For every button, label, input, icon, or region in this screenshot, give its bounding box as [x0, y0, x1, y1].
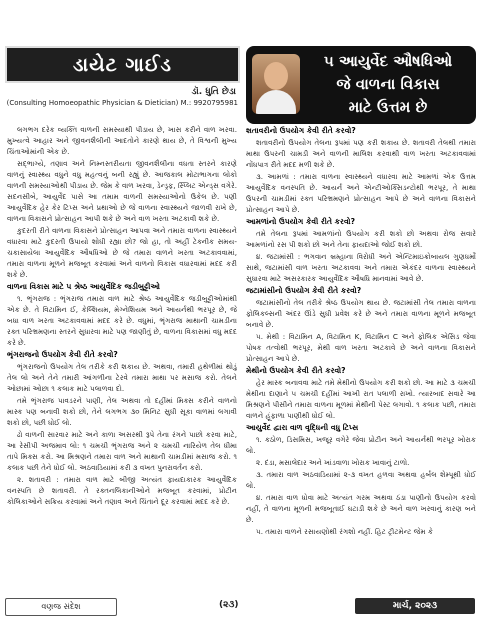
paragraph: ૧. કઠોળ, ડિસમિસ, ખજૂર વગેરે જેવા પ્રોટીન અને આયર્નથી ભરપૂર ખોરાક લો. — [246, 435, 476, 455]
title-line-2: જે વાળના વિકાસ — [336, 75, 440, 93]
paragraph: જટામાંસીનો તેલ તરીકે શ્રેષ્ઠ ઉપયોગ થાય છે. જટામાંસી તેલ તમારા વાળના ફોલિકલ્સની અંદર ઊંડે સુધી પ્રવેશ કરે છે અને તમારા વાળના મૂળને મજબૂત બનાવે છે. — [246, 298, 476, 329]
paragraph: તમે તેલના રૂપમાં આમળાંનો ઉપયોગ કરી શકો છો અથવા રોજ સવારે આમળાંનો રસ પી શકો છો અને તેના ફાયદાઓ જોઈ શકો છો. — [246, 229, 476, 249]
section-heading: મેથીનો ઉપયોગ કેવી રીતે કરવો? — [246, 366, 346, 375]
publication-name: વણજ સંદેશ — [5, 598, 117, 616]
title-line-3: માટે ઉત્તમ છે — [348, 98, 428, 116]
paragraph: તમે ભૃંગરાજ પાવડરને પાણી, તેલ અથવા તો દહીંમાં મિક્સ કરીને વાળનો માસ્ક પણ બનાવી શકો છો, તેને લગભગ ૩૦ મિનિટ સુધી સૂકા વાળમાં લગાવી શકો છો, પછી ધોઈ લો. — [7, 396, 237, 427]
paragraph: ૫. તમારા વાળને રસાયણોથી રંગશો નહીં. હિટ ટ્રીટમેન્ટ જેમ કે — [256, 527, 433, 536]
column-header — [5, 46, 240, 109]
paragraph: શતાવરીનો ઉપયોગ તેલના રૂપમાં પણ કરી શકાય છે. શતાવરી તેલથી તમારા માથા ઉપરની ચામડી અને વાળની માલિશ કરવાથી વાળ ખરતા અટકાવવામાં નોંધપાત્ર રીતે મદદ મળી શકે છે. — [246, 138, 476, 169]
author-name: ડૉ. ધુતિ છેડા — [191, 87, 236, 97]
article-title-box — [246, 46, 476, 124]
paragraph: ૪. જટામાંસી : ભગવાન બ્રમ્હાના વિરોધી અને એન્ટિમાઇક્રોબાયલ ગુણધર્મો સાથે, જટામાંસી વાળ ખરતા અટકાવવા અને તમારા એકંદર વાળના સ્વાસ્થ્યને સુધારવા માટે અસરકારક આયુર્વેદિક ઔષધિ માનવામાં આવે છે. — [246, 252, 476, 283]
paragraph: ૨. શતાવરી : તમારા વાળ માટે બીજી અત્યંત ફાયદાકારક આયુર્વેદિક વનસ્પતિ છે શતાવરી. તે રક્તનલિકાનીઓને મજબૂત કરવામાં, પ્રોટીન કોલિકાઓને સક્રિય કરવામાં અને તણાવ અને ચિંતાને દૂર કરવામાં મદદ કરે છે. — [7, 475, 237, 506]
paragraph: ઢો વાળની સારવાર માટે અને કાળા અસરથી રૂપે તેના રંગને પાછો કરવા માટે, આ રેસીપી અજમાવ લો: ૧ ચમચી ભૃંગરાજ અને ૨ ચમચી નારિયેળ તેલ ધીમા તાપે મિક્સ કરો. આ મિશ્રણને તમારા વાળ અને માથાની ચામડીમાં મસાજ કરો. ૧ કલાક પછી તેને ધોઈ લો. અઠવાડિયામાં કરી ૩ વખત પુનરાવર્તન કરો. — [7, 430, 237, 472]
paragraph: સદ્‌ભાગ્યે, તણાવ અને નિમ્નસ્તરીયતા જીવનશૈલીના વધતા સ્તરને કારણે વાળનું સ્વાસ્થ્ય વધુને વધુ મહત્વનું બની રહ્યું છે. આજકાલ મોટાભાગના લોકો વાળની સમસ્યાઓથી પીડાય છે. જેમ કે વાળ ખરવા, ડેન્ડ્રફ, સ્પ્લિટ એન્ડ્સ વગેરે. સદનસીબે, આયુર્વેદ પાસે આ તમામ વાળની સમસ્યાઓનો ઉકેલ છે. પણી આયુર્વેદિક હેર કેર ટિપ્સ અને પ્રથાઓ છે જે વાળના સ્વાસ્થ્યને જાળવી રાખે છે, વાળના વિકાસને પ્રોત્સાહન આપી શકે છે અને વાળ ખરતા અટકાવી શકે છે. — [7, 159, 237, 223]
paragraph: ૪. તમારા વાળ ધોવા માટે અત્યંત ગરમ અથવા ઠંડા પાણીનો ઉપયોગ કરવો નહીં, તે વાળના મૂળની મજબૂતાઈ ઘટાડી શકે છે અને વાળ ખરવાનું કારણ બને છે. — [246, 493, 476, 524]
left-column — [7, 124, 237, 508]
author-photo — [252, 54, 300, 114]
author-credentials: (Consulting Homoeopathic Physician & Dietician) M.: 9920795981 — [6, 99, 238, 107]
page-number: (૨૩) — [219, 600, 239, 610]
section-heading: ભૃંગરાજનો ઉપયોગ કેવી રીતે કરવો? — [7, 350, 118, 359]
section-heading: શતાવરીનો ઉપયોગ કેવી રીતે કરવો? — [246, 126, 356, 135]
paragraph: ૫. મેથી : વિટામિન A, વિટામિન K, વિટામિન C અને ફોલિક એસિડ જેવા પોષક તત્વોથી ભરપૂર, મેથી વાળ ખરતા અટકાવે છે અને વાળના વિકાસને પ્રોત્સાહન આપે છે. — [246, 332, 476, 363]
section-heading: જટામાંસીનો ઉપયોગ કેવી રીતે કરવો? — [246, 286, 362, 295]
paragraph: ૧. ભૃંગરાજ : ભૃંગરાજ તમારા વાળ માટે શ્રેષ્ઠ આયુર્વેદિક જડીબુટ્ટીઓમાંથી એક છે. તે વિટામિન ઈ, કેલ્શિયમ, મેગ્નેશિયમ અને આયર્નથી ભરપૂર છે, જે બધા વાળ ખરતા અટકાવવામાં મદદ કરે છે. વધુમાં, ભૃંગરાજ માથાની ચામડીના રક્ત પરિભ્રમણના સ્તરને સુધારવા માટે પણ જાણીતું છે, વાળના વિકાસમાં વધુ મદદ કરે છે. — [7, 294, 237, 347]
section-heading: આમળાંનો ઉપયોગ કેવી રીતે કરવો? — [246, 217, 355, 226]
paragraph: ૨. દંડા, મસાલેદાર અને ખાંડવાળા ખોરાક ખાવાનું ટાળો. — [256, 458, 410, 467]
paragraph: ભૃંગરાજનો ઉપયોગ તેલ તરીકે કરી શકાય છે. અથવા, તમારી હથેળીમાં થોડું તેલ લો અને તેને તમારી આંગળીના ટેરવે તમારા માથા પર મસાજ કરો. તેલને ઓછામાં ઓછા ૧ કલાક માટે પલાળવા દો. — [7, 362, 237, 393]
article-title — [306, 50, 470, 119]
page-footer — [5, 598, 475, 616]
section-heading: વાળના વિકાસ માટે ૫ શ્રેષ્ઠ આયુર્વેદિક જડીબુટ્ટીઓ — [7, 282, 161, 291]
issue-date: માર્ચ, ૨૦૨૩ — [355, 598, 475, 614]
right-column — [246, 124, 476, 538]
title-line-1: ૫ આયુર્વેદ ઔષધિઓ — [323, 52, 453, 70]
paragraph: ૩. આમળાં : તમારા વાળના સ્વાસ્થ્યને વધારવા માટે આમળાં એક ઉત્તમ આયુર્વેદિક વનસ્પતિ છે. આયર્ન અને એન્ટીઓક્સિડન્ટોથી ભરપૂર, તે માથા ઉપરની ચામડીમાં રક્ત પરિભ્રમણને પ્રોત્સાહન આપે છે અને વાળના વિકાસને પ્રોત્સાહન આપે છે. — [246, 172, 476, 214]
section-heading: આયુર્વેદ દ્વારા વાળ વૃદ્ધિની વધુ ટિપ્સ — [246, 423, 359, 432]
paragraph: કુદરતી રીતે વાળના વિકાસને પ્રોત્સાહન આપવા અને તમારા વાળના સ્વાસ્થ્યને વધારવા માટે કુદરતી ઉપાયો શોધી રહ્યા છો? જો હા, તો અહીં ટેક્નીક સમય-ચકાસાયેલા આયુર્વેદિક ઔષધિઓ છે જે તમારા વાળને ખરતા અટકાવવામાં, તમારા વાળના મૂળને મજબૂત કરવામાં અને વાળનો વિકાસ વધારવામાં મદદ કરી શકે છે. — [7, 226, 237, 279]
paragraph: હેર માસ્ક બનાવવા માટે તમે મેથીનો ઉપયોગ કરી શકો છો. આ માટે ૩ ચમચી મેથીના દાણાને ૫ ચમચી દહીંમાં આખી રાત પલાળી રાખો. ત્યારબાદ સવારે આ મિશ્રણને પીસીને તમારા વાળના મૂળમાં મેથીની પેસ્ટ લગાવો. ૧ કલાક પછી, તમારા વાળને હૂંફાળા પાણીથી ધોઈ લો. — [246, 378, 476, 420]
paragraph: ૩. તમારા વાળ અઠવાડિયામાં ૨-૩ વખત હળવા અથવા હર્બલ શેમ્પૂથી ધોઈ લો. — [246, 470, 476, 490]
column-banner: ડાયેટ ગાઈડ — [5, 46, 240, 83]
paragraph: લગભગ દરેક વ્યક્તિ વાળની સમસ્યાથી પીડાય છે, ખાસ કરીને વાળ ખરવા. મુખ્યત્વે આહાર અને જીવનશૈલીની આદતોને કારણે થાય છે, તે વિશ્વની મુખ્ય ચિંતાઓમાંની એક છે. — [7, 125, 237, 156]
